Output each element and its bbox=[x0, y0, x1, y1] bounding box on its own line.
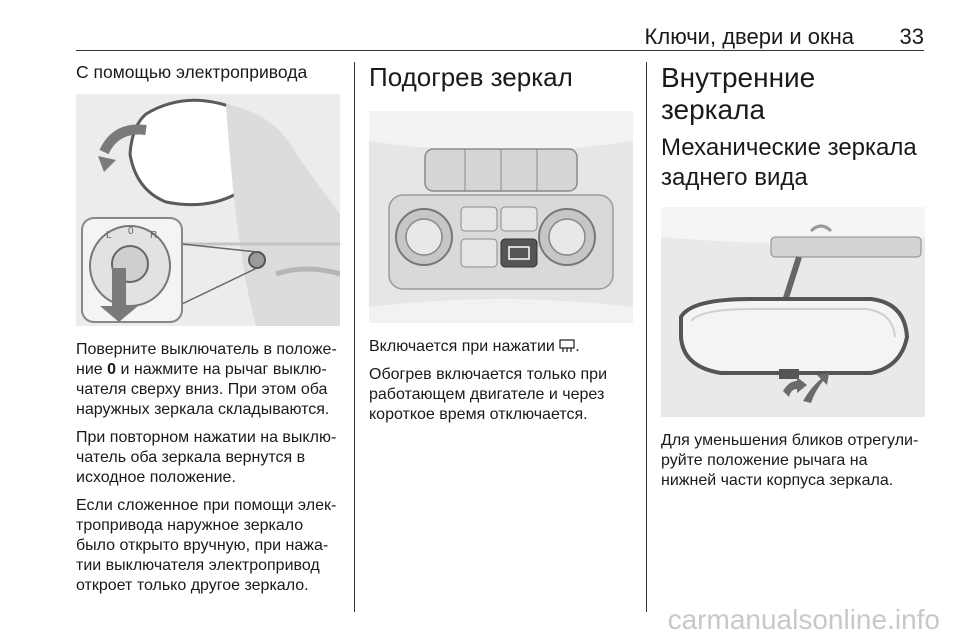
para-fold-text-a: Поверните выключатель в положе-ние bbox=[76, 341, 337, 378]
section-heading-mirror-heating: Подогрев зеркал bbox=[369, 62, 573, 92]
mirror-heating-icon bbox=[559, 339, 575, 353]
rearview-mirror-figure bbox=[661, 207, 925, 417]
switch-label-zero: 0 bbox=[128, 226, 134, 237]
column-divider-1 bbox=[354, 62, 355, 612]
paragraph-return: При повторном нажатии на выклю-чатель оба зеркала вернутся в исходное положение. bbox=[76, 429, 337, 486]
paragraph-manual-open: Если сложенное при помощи элек-тропривода наружное зеркало было открыто вручную, при нажа-тии выключателя электропривод откроет только другое зеркало. bbox=[76, 497, 337, 594]
header-rule bbox=[76, 50, 924, 51]
para-fold-text-b: и нажмите на рычаг выклю-чателя сверху вниз. При этом оба наружных зеркала складываются. bbox=[76, 361, 330, 418]
paragraph-fold bbox=[76, 340, 342, 420]
section-heading-interior-mirrors: Внутренние зеркала bbox=[661, 62, 816, 125]
watermark: carmanualsonline.info bbox=[667, 604, 940, 635]
switch-label-left: L bbox=[106, 230, 112, 241]
climate-panel-figure bbox=[369, 111, 633, 323]
chapter-title: Ключи, двери и окна bbox=[644, 24, 854, 49]
subsection-heading-manual-mirrors: Механические зеркала заднего вида bbox=[661, 134, 917, 191]
para-heating-text-b: . bbox=[575, 338, 580, 355]
switch-label-right: R bbox=[150, 230, 158, 241]
para-fold-position: 0 bbox=[107, 361, 117, 378]
paragraph-heating-condition: Обогрев включается только при работающем двигателе и через короткое время отключается. bbox=[369, 366, 607, 423]
column-right bbox=[661, 62, 927, 499]
section-heading-power-folding: С помощью электропривода bbox=[76, 62, 308, 82]
page-header bbox=[76, 24, 924, 50]
column-middle bbox=[369, 62, 635, 433]
para-heating-text-a: Включается при нажатии bbox=[369, 338, 560, 355]
column-left bbox=[76, 62, 342, 604]
column-divider-2 bbox=[646, 62, 647, 612]
paragraph-heating-on bbox=[369, 337, 635, 357]
paragraph-glare: Для уменьшения бликов отрегули-руйте положение рычага на нижней части корпуса зеркала. bbox=[661, 432, 919, 489]
power-folding-mirror-figure bbox=[76, 94, 340, 326]
page-number: 33 bbox=[899, 24, 924, 49]
